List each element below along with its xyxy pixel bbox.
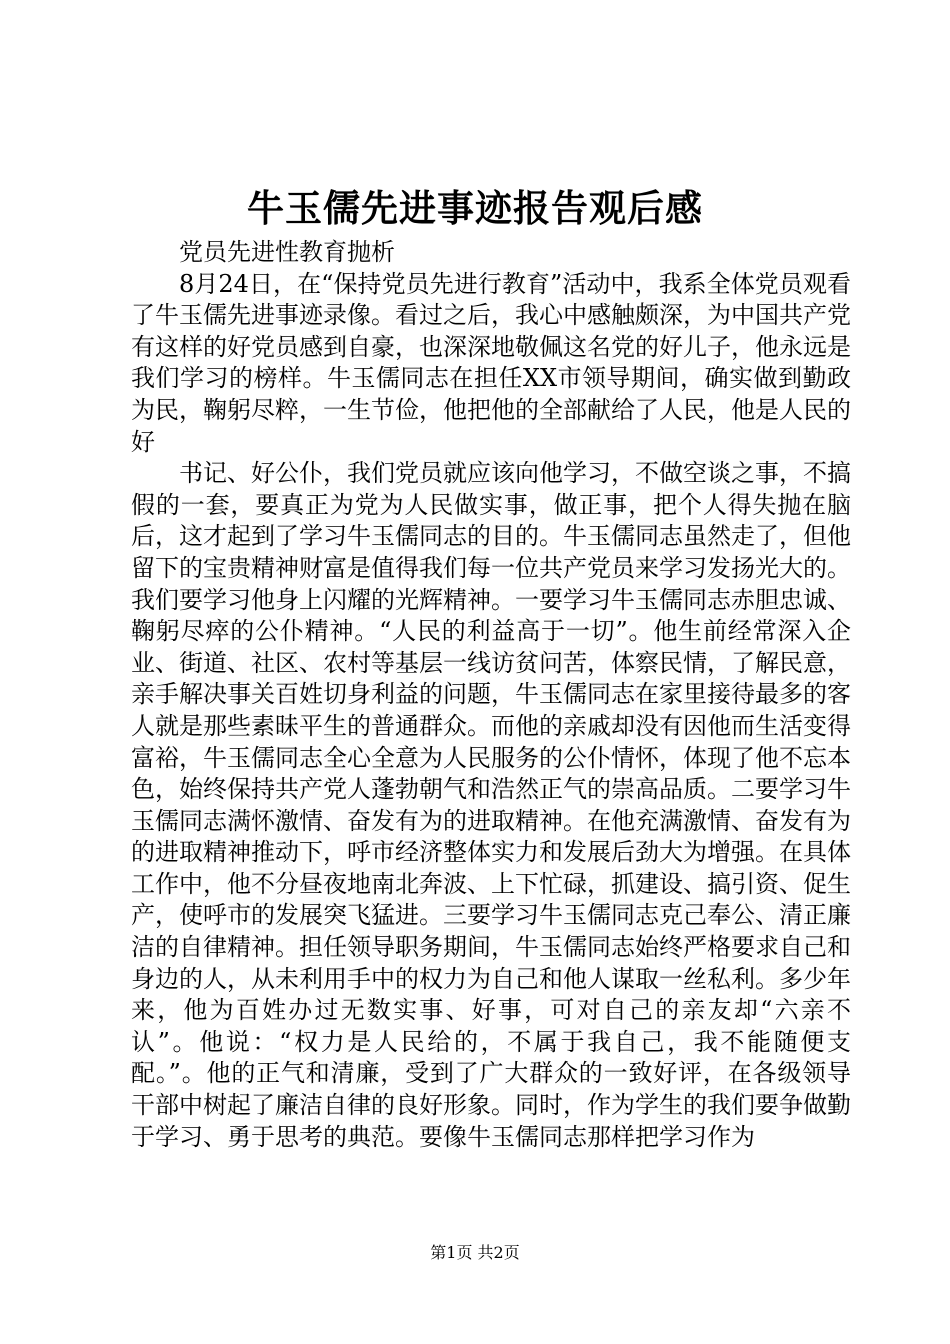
- paragraph-subtitle: 党员先进性教育抛析: [179, 238, 395, 266]
- page-footer: 第1页 共2页: [430, 1243, 520, 1262]
- paragraph-intro: 8月24日，在“保持党员先进行教育”活动中，我系全体党员观看了牛玉儒先进事迹录像。看过之后，我心中感触颇深，为中国共产党有这样的好党员感到自豪，也深深地敬佩这名党的好儿子，他永远是我们学习的榜样。牛玉儒同志在担任XX市领导期间，确实做到勤政为民，鞠躬尽粹，一生节俭，他把他的全部献给了人民，他是人民的好: [131, 269, 851, 456]
- document-body: [131, 237, 851, 1153]
- paragraph-main: 书记、好公仆，我们党员就应该向他学习，不做空谈之事，不搞假的一套，要真正为党为人民做实事，做正事，把个人得失抛在脑后，这才起到了学习牛玉儒同志的目的。牛玉儒同志虽然走了，但他留下的宝贵精神财富是值得我们每一位共产党员来学习发扬光大的。我们要学习他身上闪耀的光辉精神。一要学习牛玉儒同志赤胆忠诚、鞠躬尽瘁的公仆精神。“人民的利益高于一切”。他生前经常深入企业、街道、社区、农村等基层一线访贫问苦，体察民情，了解民意，亲手解决事关百姓切身利益的问题，牛玉儒同志在家里接待最多的客人就是那些素昧平生的普通群众。而他的亲戚却没有因他而生活变得富裕，牛玉儒同志全心全意为人民服务的公仆情怀，体现了他不忘本色，始终保持共产党人蓬勃朝气和浩然正气的崇高品质。二要学习牛玉儒同志满怀激情、奋发有为的进取精神。在他充满激情、奋发有为的进取精神推动下，呼市经济整体实力和发展后劲大为增强。在具体工作中，他不分昼夜地南北奔波、上下忙碌，抓建设、搞引资、促生产，使呼市的发展突飞猛进。三要学习牛玉儒同志克己奉公、清正廉洁的自律精神。担任领导职务期间，牛玉儒同志始终严格要求自己和身边的人，从未利用手中的权力为自己和他人谋取一丝私利。多少年来，他为百姓办过无数实事、好事，可对自己的亲友却“六亲不认”。他说：“权力是人民给的，不属于我自己，我不能随便支配。”。他的正气和清廉，受到了广大群众的一致好评，在各级领导干部中树起了廉洁自律的良好形象。同时，作为学生的我们要争做勤于学习、勇于思考的典范。要像牛玉儒同志那样把学习作为: [131, 459, 851, 1151]
- document-title: 牛玉儒先进事迹报告观后感: [247, 186, 703, 230]
